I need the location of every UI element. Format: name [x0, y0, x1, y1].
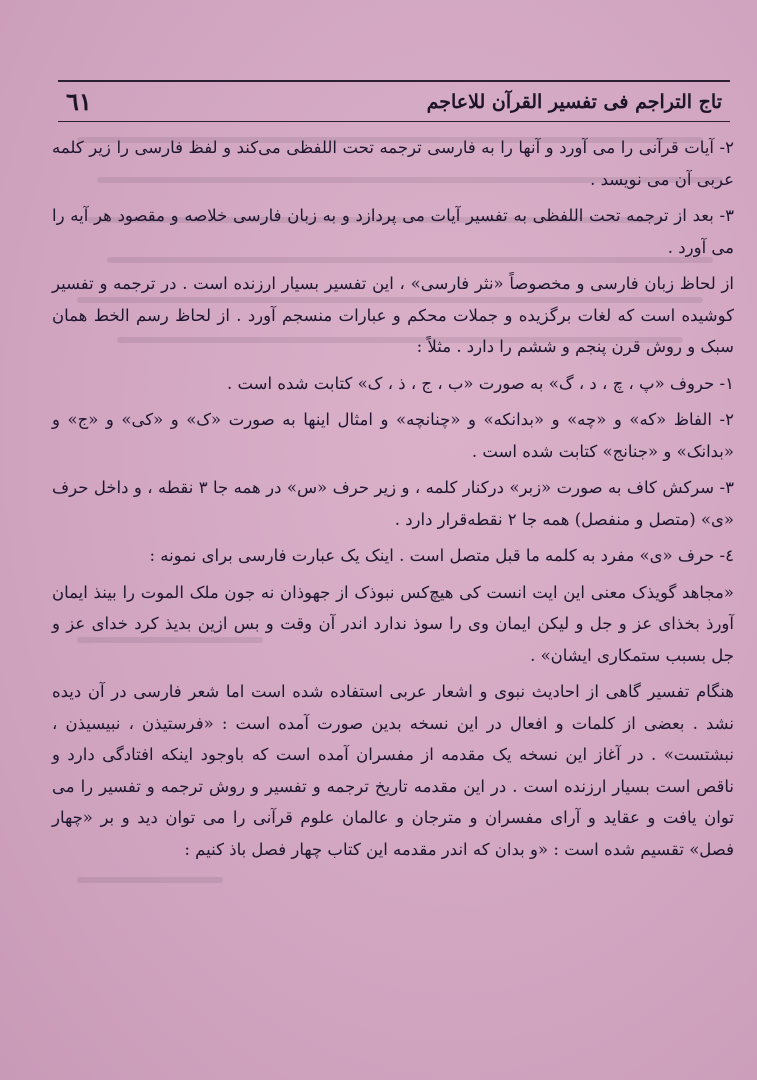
paragraph-words: ٢- الفاظ «که» و «چه» و «بدانکه» و «چنانچه» و امثال اینها به صورت «ک» و «کی» و «ج» و «بدانک» و «جنانج» کتابت شده است . — [52, 410, 734, 461]
paragraph-ye: ٤- حرف «ی» مفرد به کلمه ما قبل متصل است . اینک یک عبارت فارسی برای نمونه : — [149, 546, 734, 565]
paragraph-item-2: ٢- آیات قرآنی را می آورد و آنها را به فارسی ترجمه تحت اللفظی می‌کند و لفظ فارسی را زیر کلمه عربی آن می نویسد . — [52, 138, 734, 189]
paragraph-script-features: از لحاظ زبان فارسی و مخصوصاً «نثر فارسی» ، این تفسیر بسیار ارزنده است . در ترجمه و تفسیر کوشیده است که لغات برگزیده و جملات محکم و عبارات منسجم آورد . از لحاظ رسم الخط همان سبک و روش قرن پنجم و ششم را دارد . مثلاً : — [52, 274, 734, 356]
paragraph-kaf-sin: ٣- سرکش کاف به صورت «زبر» درکنار کلمه ، و زیر حرف «س» در همه جا ٣ نقطه ، و داخل حرف «ی» (متصل و منفصل) همه جا ٢ نقطه‌قرار دارد . — [52, 478, 735, 529]
paragraph-item-3: ٣- بعد از ترجمه تحت اللفظی به تفسیر آیات می پردازد و به زبان فارسی خلاصه و مقصود هر آیه را می آورد . — [52, 206, 734, 257]
paragraph-introduction: هنگام تفسیر گاهی از احادیث نبوی و اشعار عربی استفاده شده است اما شعر فارسی در آن دیده نشد . بعضی از کلمات و افعال در این نسخه بدین صورت آمده است : «فرستیذن ، نبیسیذن ، نبشتست» . در آغاز این نسخه یک مقدمه از مفسران آمده است که باوجود اینکه افتادگی دارد و ناقص است بسیار ارزنده است . در این مقدمه تاریخ ترجمه و تفسیر و روش ترجمه و تفسیر را می توان یافت و عقاید و آرای مفسران و مترجان و عالمان علوم قرآنی را می توان دید و بر «چهار فصل» تقسیم شده است : «و بدان که اندر مقدمه این کتاب چهار فصل باذ کنیم : — [52, 682, 734, 859]
page-number: ٦١ — [66, 87, 92, 116]
paragraph-letters: ١- حروف «پ ، چ ، د ، گ» به صورت «ب ، ج ، ذ ، ک» کتابت شده است . — [226, 373, 734, 393]
paragraph-sample-quote: «مجاهد گویذک معنی این ایت انست کی هیچ‌کس نبوذک از جهوذان نه جون ملک الموت را بینذ ایمان آورذ بخذای عز و جل و لیکن ایمان وی را سوذ ندارد اندر آن وقت و بس ازین بدیذ کرد خدای عز و جل بسبب ستمکاری ایشان» . — [52, 582, 734, 665]
running-header — [58, 80, 730, 122]
header-title: تاج التراجم فى تفسير القرآن للاعاجم — [426, 90, 722, 113]
body-text — [52, 132, 734, 1032]
